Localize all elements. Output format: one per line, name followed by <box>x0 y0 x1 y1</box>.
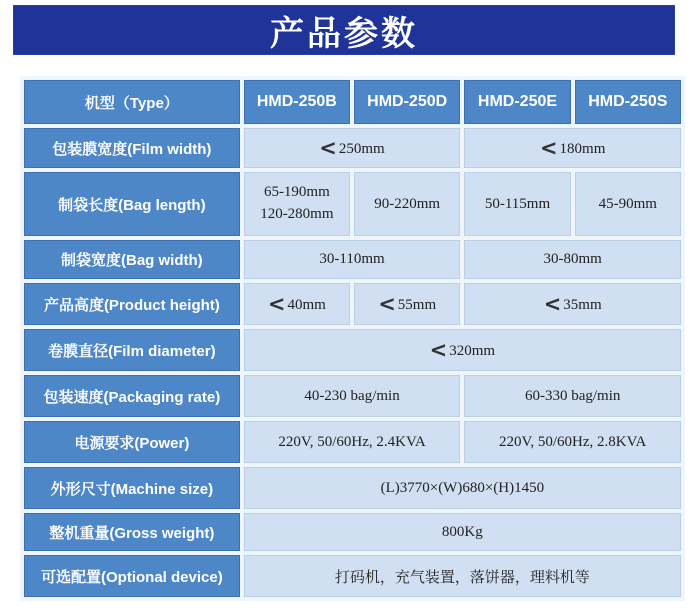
type-header-cell: 机型（Type） <box>24 80 240 124</box>
less-than-symbol: < <box>378 292 396 316</box>
row-film-diameter <box>24 329 681 371</box>
row-label-packaging-rate: 包装速度(Packaging rate) <box>24 375 240 417</box>
value-text: 180mm <box>559 141 606 157</box>
model-header-hmd-250e: HMD-250E <box>464 80 570 124</box>
value-cell: 30-80mm <box>464 240 681 279</box>
value-text: 35mm <box>563 297 602 313</box>
value-cell: 45-90mm <box>575 172 681 236</box>
row-bag-length <box>24 172 681 236</box>
value-cell <box>244 329 681 371</box>
row-packaging-rate <box>24 375 681 417</box>
row-optional-device <box>24 555 681 597</box>
row-label-gross-weight: 整机重量(Gross weight) <box>24 513 240 551</box>
row-power <box>24 421 681 463</box>
value-cell <box>464 128 681 168</box>
less-than-symbol: < <box>267 292 286 316</box>
product-spec-table <box>20 76 685 601</box>
less-than-symbol: < <box>319 136 337 160</box>
row-label-bag-width: 制袋宽度(Bag width) <box>24 240 240 279</box>
value-cell: 90-220mm <box>354 172 460 236</box>
model-header-hmd-250d: HMD-250D <box>354 80 460 124</box>
value-text: 250mm <box>338 141 385 157</box>
value-cell: 30-110mm <box>244 240 461 279</box>
value-cell <box>244 128 461 168</box>
row-label-product-height: 产品高度(Product height) <box>24 283 240 325</box>
value-cell <box>244 283 350 325</box>
row-film-width <box>24 128 681 168</box>
page-title: 产品参数 <box>270 14 418 53</box>
model-header-hmd-250s: HMD-250S <box>575 80 681 124</box>
value-text: 40mm <box>287 297 326 313</box>
value-cell: (L)3770×(W)680×(H)1450 <box>244 467 681 509</box>
row-label-bag-length: 制袋长度(Bag length) <box>24 172 240 236</box>
value-cell <box>464 283 681 325</box>
row-label-optional-device: 可选配置(Optional device) <box>24 555 240 597</box>
value-text: 65-190mm <box>263 184 330 201</box>
less-than-symbol: < <box>539 136 558 160</box>
title-banner <box>13 5 675 55</box>
value-cell: 800Kg <box>244 513 681 551</box>
header-row <box>24 80 681 124</box>
value-cell: 60-330 bag/min <box>464 375 681 417</box>
value-cell: 220V, 50/60Hz, 2.4KVA <box>244 421 461 463</box>
row-gross-weight <box>24 513 681 551</box>
value-cell: 220V, 50/60Hz, 2.8KVA <box>464 421 681 463</box>
value-cell <box>244 172 350 236</box>
row-label-machine-size: 外形尺寸(Machine size) <box>24 467 240 509</box>
row-label-power: 电源要求(Power) <box>24 421 240 463</box>
less-than-symbol: < <box>429 338 448 362</box>
value-cell <box>354 283 460 325</box>
less-than-symbol: < <box>543 292 562 316</box>
value-cell: 40-230 bag/min <box>244 375 461 417</box>
row-bag-width <box>24 240 681 279</box>
row-label-film-diameter: 卷膜直径(Film diameter) <box>24 329 240 371</box>
value-cell: 打码机，充气装置，落饼器，理料机等 <box>244 555 681 597</box>
value-text: 120-280mm <box>260 206 334 222</box>
row-product-height <box>24 283 681 325</box>
value-text: 320mm <box>449 343 496 359</box>
row-label-film-width: 包装膜宽度(Film width) <box>24 128 240 168</box>
value-text: 55mm <box>397 297 437 313</box>
row-machine-size <box>24 467 681 509</box>
model-header-hmd-250b: HMD-250B <box>244 80 350 124</box>
value-cell: 50-115mm <box>464 172 570 236</box>
